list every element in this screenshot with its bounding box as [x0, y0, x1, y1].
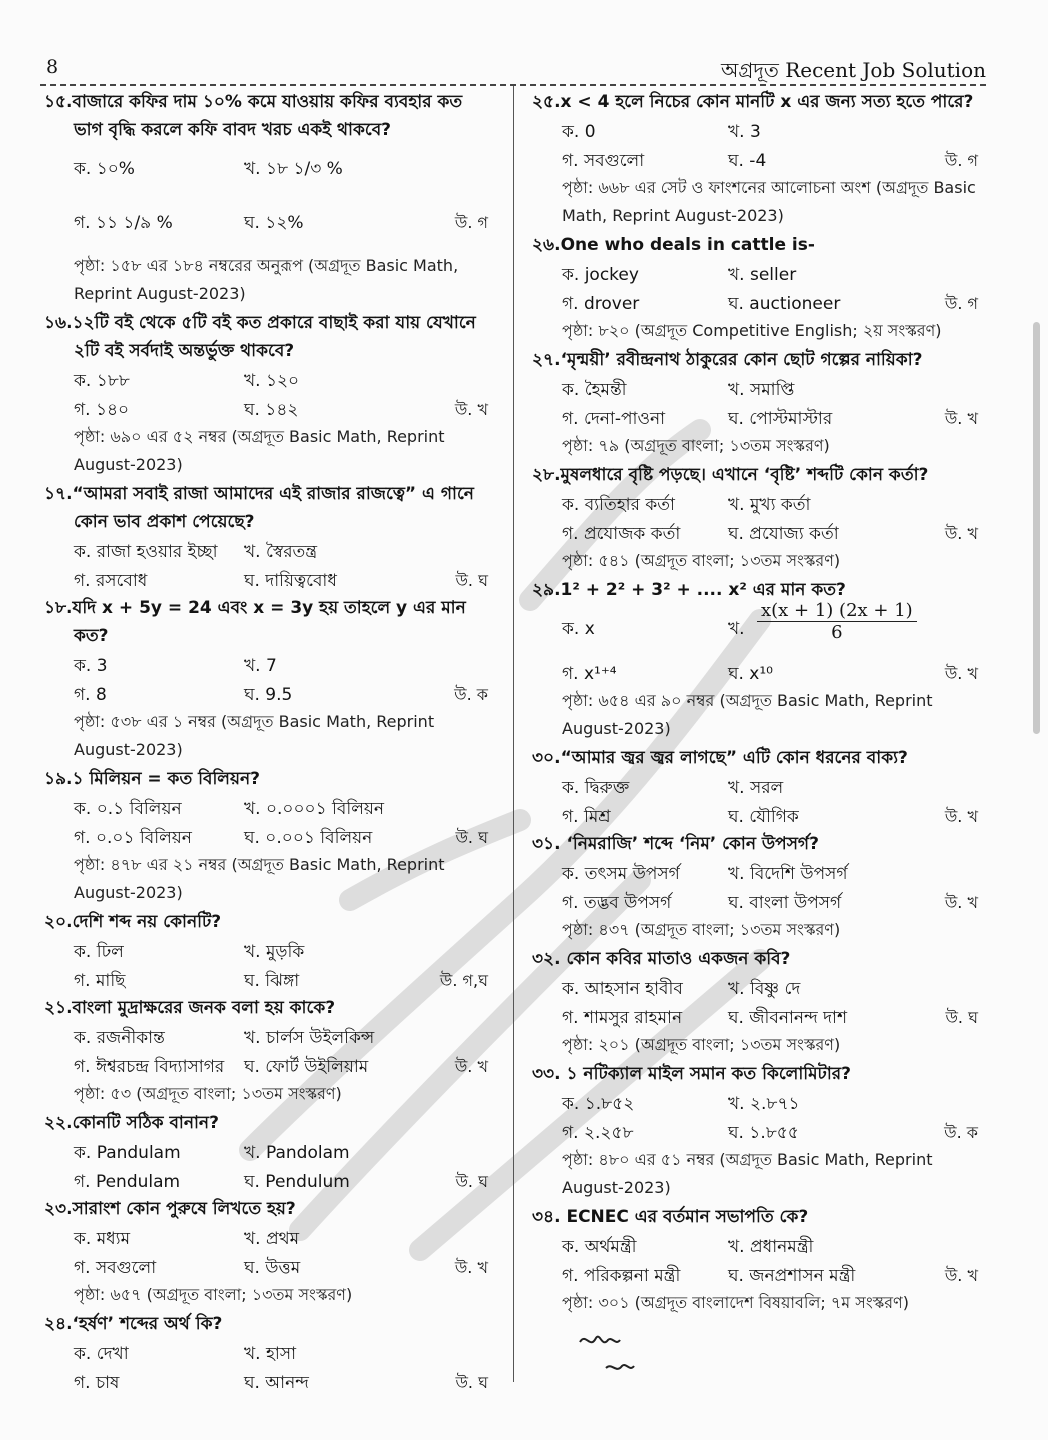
option-ka: ক. রজনীকান্ত — [74, 1028, 165, 1048]
answer: উ. ঘ — [945, 1008, 978, 1027]
answer: উ. ক — [454, 685, 488, 704]
option-ka: ক. ০.১ বিলিয়ন — [74, 799, 182, 819]
option-ga: গ. ০.০১ বিলিয়ন — [74, 828, 192, 848]
question-20 — [44, 908, 496, 994]
right-column — [532, 88, 986, 1318]
option-ga: গ. x¹⁺⁴ — [562, 664, 617, 684]
reference: পৃষ্ঠা: ২০১ (অগ্রদূত বাংলা; ১৩তম সংস্করণ) — [562, 1035, 841, 1054]
option-ka: ক. x — [562, 619, 595, 639]
option-gha: ঘ. যৌগিক — [728, 807, 799, 827]
option-gha: ঘ. প্রযোজ্য কর্তা — [728, 524, 839, 544]
option-kha: খ. Pandolam — [244, 1143, 350, 1163]
answer: উ. খ — [944, 1266, 978, 1285]
option-ka: ক. ১০% — [74, 159, 135, 179]
option-ga: গ. শামসুর রাহমান — [562, 1008, 683, 1028]
option-ga: গ. সবগুলো — [74, 1258, 157, 1278]
question-text: ৩৩. ১ নটিক্যাল মাইল সমান কত কিলোমিটার? — [532, 1064, 851, 1084]
left-column — [44, 88, 496, 1396]
option-kha: খ. বিদেশি উপসর্গ — [728, 864, 848, 884]
question-text: ৩২. কোন কবির মাতাও একজন কবি? — [532, 949, 791, 969]
option-gha: ঘ. জনপ্রশাসন মন্ত্রী — [728, 1266, 856, 1286]
option-ka: ক. ব্যতিহার কর্তা — [562, 495, 675, 515]
option-ka: ক. Pandulam — [74, 1143, 181, 1163]
option-gha: ঘ. ঝিঙ্গা — [244, 971, 300, 991]
question-text: ৩০.“আমার জ্বর জ্বর লাগছে” এটি কোন ধরনের বাক্য? — [532, 748, 908, 768]
question-text: ২৫.x < 4 হলে নিচের কোন মানটি x এর জন্য সত্য হতে পারে? — [532, 92, 974, 112]
question-17 — [44, 480, 496, 594]
reference: পৃষ্ঠা: ৫৩ (অগ্রদূত বাংলা; ১৩তম সংস্করণ) — [74, 1084, 342, 1103]
reference: পৃষ্ঠা: ৫৪১ (অগ্রদূত বাংলা; ১৩তম সংস্করণ) — [562, 551, 841, 570]
option-ga: গ. মাছি — [74, 971, 126, 991]
option-ga: গ. প্রযোজক কর্তা — [562, 524, 681, 544]
option-ka: ক. দ্বিরুক্ত — [562, 778, 630, 798]
option-ga: গ. সবগুলো — [562, 151, 645, 171]
page-header — [40, 54, 986, 86]
answer: উ. গ — [944, 294, 978, 313]
option-gha: ঘ. Pendulum — [244, 1172, 350, 1192]
option-kha: খ. — [728, 619, 745, 639]
question-25 — [532, 88, 986, 230]
question-31 — [532, 830, 986, 944]
reference: পৃষ্ঠা: ৭৯ (অগ্রদূত বাংলা; ১৩তম সংস্করণ) — [562, 436, 830, 455]
question-27 — [532, 346, 986, 460]
option-ga: গ. drover — [562, 294, 640, 314]
option-kha: খ. ২.৮৭১ — [728, 1094, 800, 1114]
reference: পৃষ্ঠা: ৪৩৭ (অগ্রদূত বাংলা; ১৩তম সংস্করণ) — [562, 920, 841, 939]
option-kha: খ. 7 — [244, 656, 277, 676]
question-text: ২৯.1² + 2² + 3² + .... x² এর মান কত? — [532, 580, 846, 600]
option-ga: গ. পরিকল্পনা মন্ত্রী — [562, 1266, 681, 1286]
option-ga: গ. ঈশ্বরচন্দ্র বিদ্যাসাগর — [74, 1057, 225, 1077]
reference: পৃষ্ঠা: ৬৬৮ এর সেট ও ফাংশনের আলোচনা অংশ (অগ্রদূত Basic Math, Reprint August-2023) — [562, 178, 976, 225]
answer: উ. গ — [454, 213, 488, 232]
option-gha: ঘ. ১.৮৫৫ — [728, 1123, 799, 1143]
question-15 — [44, 88, 496, 308]
option-ka: ক. রাজা হওয়ার ইচ্ছা — [74, 542, 218, 562]
option-ga: গ. Pendulam — [74, 1172, 181, 1192]
answer: উ. ঘ — [455, 571, 488, 590]
option-gha: ঘ. জীবনানন্দ দাশ — [728, 1008, 848, 1028]
answer: উ. খ — [944, 664, 978, 683]
answer: উ. খ — [944, 893, 978, 912]
option-ga: গ. চাষ — [74, 1373, 120, 1393]
question-text: ১৯.১ মিলিয়ন = কত বিলিয়ন? — [44, 769, 260, 789]
question-21 — [44, 994, 496, 1108]
answer: উ. খ — [454, 1258, 488, 1277]
option-gha: ঘ. 9.5 — [244, 685, 293, 705]
reference: পৃষ্ঠা: ৬৫৪ এর ৯০ নম্বর (অগ্রদূত Basic Math, Reprint August-2023) — [562, 691, 933, 738]
option-gha: ঘ. পোস্টমাস্টার — [728, 409, 833, 429]
answer: উ. খ — [454, 1057, 488, 1076]
option-kha: খ. স্বৈরতন্ত্র — [244, 542, 318, 562]
option-kha: খ. প্রধানমন্ত্রী — [728, 1237, 814, 1257]
question-text: ৩৪. ECNEC এর বর্তমান সভাপতি কে? — [532, 1207, 809, 1227]
answer: উ. খ — [944, 409, 978, 428]
option-ga: গ. তদ্ভব উপসর্গ — [562, 893, 672, 913]
running-title: অগ্রদূত Recent Job Solution — [721, 58, 986, 82]
question-text: ১৮.যদি x + 5y = 24 এবং x = 3y হয় তাহলে y এর মান কত? — [44, 598, 466, 646]
sum-of-squares-formula — [757, 600, 917, 643]
answer: উ. গ,ঘ — [439, 971, 488, 990]
question-30 — [532, 744, 986, 830]
option-kha: খ. চার্লস উইলকিন্স — [244, 1028, 375, 1048]
question-28 — [532, 461, 986, 575]
option-kha: খ. 3 — [728, 122, 761, 142]
option-ga: গ. ১৪০ — [74, 400, 130, 420]
page-number: 8 — [46, 56, 59, 78]
option-ka: ক. মধ্যম — [74, 1229, 131, 1249]
option-gha: ঘ. বাংলা উপসর্গ — [728, 893, 842, 913]
question-text: ২০.দেশি শব্দ নয় কোনটি? — [44, 912, 222, 932]
option-gha: ঘ. ১৪২ — [244, 400, 299, 420]
question-text: ১৭.“আমরা সবাই রাজা আমাদের এই রাজার রাজত্বে” এ গানে কোন ভাব প্রকাশ পেয়েছে? — [44, 484, 474, 532]
question-23 — [44, 1195, 496, 1309]
question-text: ১৫.বাজারে কফির দাম ১০% কমে যাওয়ায় কফির ব্যবহার কত ভাগ বৃদ্ধি করলে কফি বাবদ খরচ একই থাকবে? — [44, 92, 463, 140]
column-divider — [513, 86, 514, 1382]
question-text: ২১.বাংলা মুদ্রাক্ষরের জনক বলা হয় কাকে? — [44, 998, 336, 1018]
option-kha: খ. বিষ্ণু দে — [728, 979, 801, 999]
option-ga: গ. 8 — [74, 685, 107, 705]
question-text: ২৮.মুষলধারে বৃষ্টি পড়ছে। এখানে ‘বৃষ্টি’ শব্দটি কোন কর্তা? — [532, 465, 929, 485]
answer: উ. ঘ — [455, 1373, 488, 1392]
option-kha: খ. হাসা — [244, 1344, 296, 1364]
option-ga: গ. মিশ্র — [562, 807, 611, 827]
handwritten-initials — [576, 1328, 656, 1388]
reference: পৃষ্ঠা: ৫৩৮ এর ১ নম্বর (অগ্রদূত Basic Math, Reprint August-2023) — [74, 712, 435, 759]
option-gha: ঘ. x¹⁰ — [728, 664, 773, 684]
option-kha: খ. সরল — [728, 778, 784, 798]
question-29 — [532, 576, 986, 743]
option-gha: ঘ. ফোর্ট উইলিয়াম — [244, 1057, 369, 1077]
question-19 — [44, 765, 496, 907]
option-kha: খ. ১৮ ১/৩ % — [244, 159, 343, 179]
option-gha: ঘ. আনন্দ — [244, 1373, 309, 1393]
answer: উ. ঘ — [455, 1172, 488, 1191]
answer: উ. খ — [944, 807, 978, 826]
formula-denominator: 6 — [831, 622, 843, 643]
reference: পৃষ্ঠা: ৪৭৮ এর ২১ নম্বর (অগ্রদূত Basic Math, Reprint August-2023) — [74, 855, 445, 902]
option-ka: ক. 3 — [74, 656, 108, 676]
answer: উ. ঘ — [455, 828, 488, 847]
question-text: ২২.কোনটি সঠিক বানান? — [44, 1113, 219, 1133]
option-kha: খ. মুখ্য কর্তা — [728, 495, 811, 515]
reference: পৃষ্ঠা: ৩০১ (অগ্রদূত বাংলাদেশ বিষয়াবলি; ৭ম সংস্করণ) — [562, 1293, 909, 1312]
option-kha: খ. সমাপ্তি — [728, 380, 795, 400]
option-ka: ক. হৈমন্তী — [562, 380, 627, 400]
option-ga: গ. রসবোধ — [74, 571, 148, 591]
formula-numerator: x(x + 1) (2x + 1) — [757, 600, 917, 622]
question-text: ২৩.সারাংশ কোন পুরুষে লিখতে হয়? — [44, 1199, 296, 1219]
option-gha: ঘ. উত্তম — [244, 1258, 301, 1278]
reference: পৃষ্ঠা: ৪৮০ এর ৫১ নম্বর (অগ্রদূত Basic Math, Reprint August-2023) — [562, 1150, 933, 1197]
option-kha: খ. ১২০ — [244, 371, 300, 391]
option-ka: ক. আহসান হাবীব — [562, 979, 683, 999]
option-ga: গ. দেনা-পাওনা — [562, 409, 666, 429]
option-ka: ক. ১.৮৫২ — [562, 1094, 635, 1114]
question-text: ২৪.‘হর্ষণ’ শব্দের অর্থ কি? — [44, 1314, 223, 1334]
option-gha: ঘ. দায়িত্ববোধ — [244, 571, 337, 591]
option-gha: ঘ. ০.০০১ বিলিয়ন — [244, 828, 373, 848]
option-gha: ঘ. auctioneer — [728, 294, 841, 314]
option-kha: খ. প্রথম — [244, 1229, 300, 1249]
question-text: ৩১. ‘নিমরাজি’ শব্দে ‘নিম’ কোন উপসর্গ? — [532, 834, 819, 854]
question-16 — [44, 309, 496, 479]
question-33 — [532, 1060, 986, 1202]
reference: পৃষ্ঠা: ৬৯০ এর ৫২ নম্বর (অগ্রদূত Basic Math, Reprint August-2023) — [74, 427, 445, 474]
option-ga: গ. ২.২৫৮ — [562, 1123, 634, 1143]
option-kha: খ. ০.০০০১ বিলিয়ন — [244, 799, 385, 819]
option-ka: ক. ঢিল — [74, 942, 124, 962]
reference: পৃষ্ঠা: ৮২০ (অগ্রদূত Competitive English; ২য় সংস্করণ) — [562, 321, 942, 340]
question-24 — [44, 1310, 496, 1396]
question-text: ১৬.১২টি বই থেকে ৫টি বই কত প্রকারে বাছাই করা যায় যেখানে ২টি বই সর্বদাই অন্তর্ভুক্ত থাকবে? — [44, 313, 476, 361]
answer: উ. খ — [944, 524, 978, 543]
question-18 — [44, 594, 496, 764]
question-32 — [532, 945, 986, 1059]
option-gha: ঘ. ১২% — [244, 213, 304, 233]
option-ka: ক. ১৮৮ — [74, 371, 130, 391]
option-ka: ক. অর্থমন্ত্রী — [562, 1237, 637, 1257]
reference: পৃষ্ঠা: ১৫৮ এর ১৮৪ নম্বরের অনুরূপ (অগ্রদূত Basic Math, Reprint August-2023) — [74, 256, 459, 303]
question-text: ২৭.‘মৃন্ময়ী’ রবীন্দ্রনাথ ঠাকুরের কোন ছোট গল্পের নায়িকা? — [532, 350, 923, 370]
option-ka: ক. তৎসম উপসর্গ — [562, 864, 680, 884]
question-34 — [532, 1203, 986, 1317]
option-gha: ঘ. -4 — [728, 151, 767, 171]
scrollbar-thumb[interactable] — [1033, 322, 1040, 734]
reference: পৃষ্ঠা: ৬৫৭ (অগ্রদূত বাংলা; ১৩তম সংস্করণ) — [74, 1285, 353, 1304]
option-kha: খ. মুড়কি — [244, 942, 305, 962]
answer: উ. খ — [454, 400, 488, 419]
question-text: ২৬.One who deals in cattle is- — [532, 235, 815, 255]
question-22 — [44, 1109, 496, 1195]
answer: উ. ক — [944, 1123, 978, 1142]
answer: উ. গ — [944, 151, 978, 170]
option-ka: ক. 0 — [562, 122, 596, 142]
option-ka: ক. jockey — [562, 265, 639, 285]
question-26 — [532, 231, 986, 345]
option-kha: খ. seller — [728, 265, 797, 285]
option-ka: ক. দেখা — [74, 1344, 129, 1364]
option-ga: গ. ১১ ১/৯ % — [74, 213, 173, 233]
